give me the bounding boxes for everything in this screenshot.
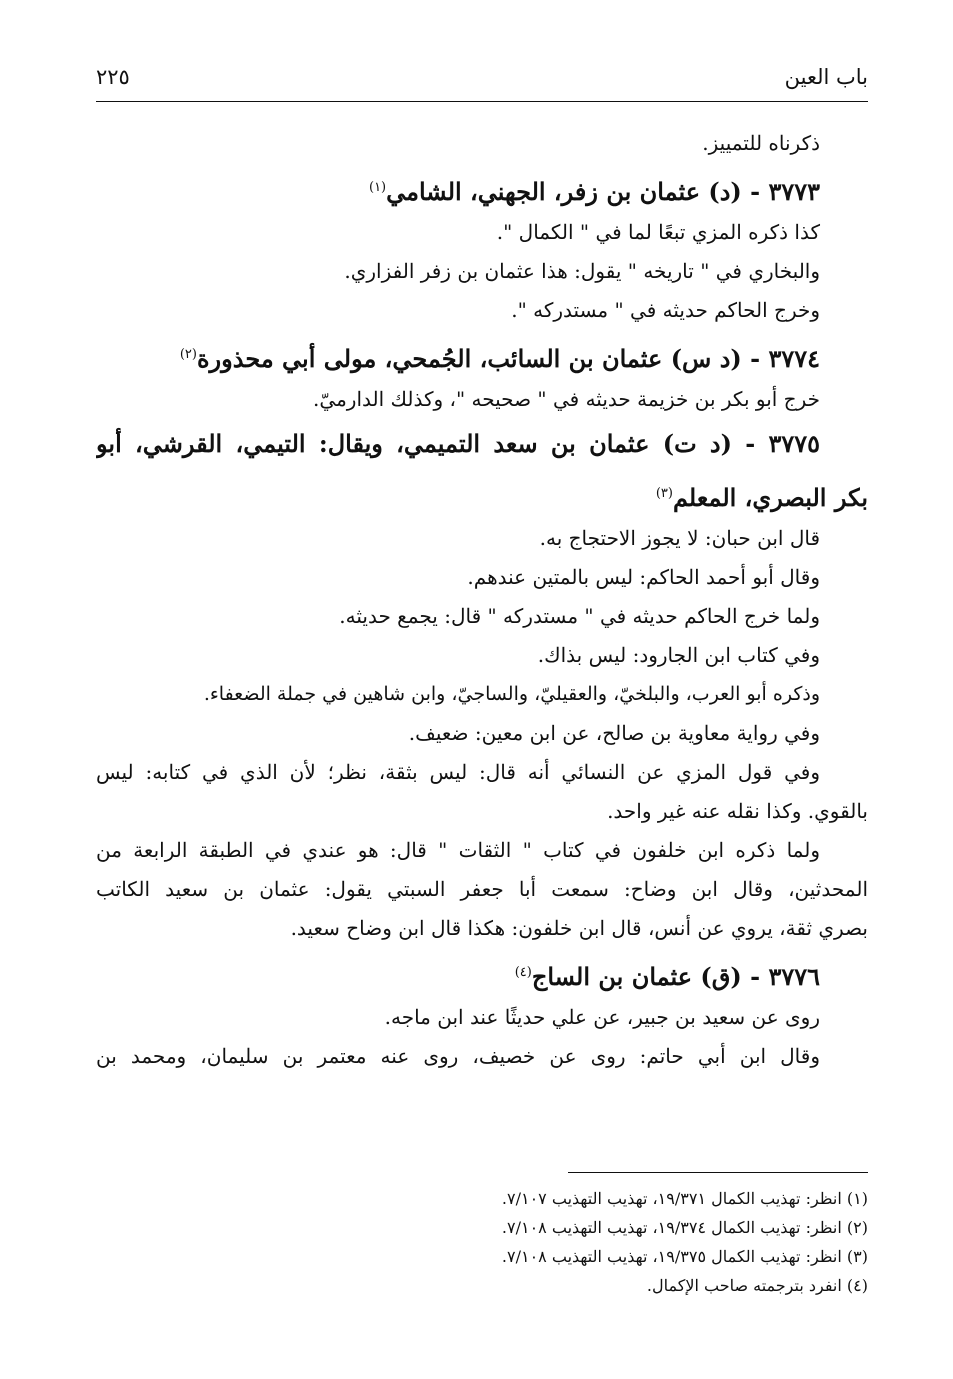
paragraph-line: ذكرناه للتمييز. [702,131,820,155]
footnote-marker: (١) [368,180,387,195]
entry-heading-3773 [96,163,868,213]
paragraph-line: بالقوي. وكذا نقله عنه غير واحد. [607,799,868,823]
running-header [96,58,868,96]
paragraph-line: ولما ذكره ابن خلفون في كتاب " الثقات " قال: هو عندي في الطبقة الرابعة من [96,838,820,862]
entry-heading-3774 [96,330,868,380]
entry-heading-3775-line1: ٣٧٧٥ - (د ت) عثمان بن سعد التميمي، ويقال: التيمي، القرشي، أبو [96,429,820,458]
paragraph-line: وفي قول المزي عن النسائي أنه قال: ليس بثقة، نظر؛ لأن الذي في كتابه: ليس [96,760,820,784]
paragraph-line: المحدثين، وقال ابن وضاح: سمعت أبا جعفر السبتي يقول: عثمان بن سعيد الكاتب [96,877,868,901]
chapter-title: باب العين [784,65,868,89]
header-divider [96,101,868,102]
footnote-3: (٣) انظر: تهذيب الكمال ١٩/٣٧٥، تهذيب التهذيب ٧/١٠٨. [501,1247,868,1266]
paragraph-line: وخرج الحاكم حديثه في " مستدركه ". [511,298,820,322]
paragraph-line: خرج أبو بكر بن خزيمة حديثه في " صحيحه "، وكذلك الدارميّ. [313,387,820,411]
footnote-marker: (٣) [655,486,673,501]
paragraph-line: والبخاري في " تاريخه " يقول: هذا عثمان بن زفر الفزاري. [344,259,820,283]
footnotes [96,1184,868,1300]
paragraph-line: بصري ثقة، يروي عن أنس، قال ابن خلفون: هكذا قال ابن وضاح سعيد. [290,916,868,940]
footnote-marker: (٤) [514,965,532,980]
paragraph-line: وفي كتاب ابن الجارود: ليس بذاك. [537,643,820,667]
page-number: ٢٢٥ [96,65,130,89]
paragraph-line: وقال أبو أحمد الحاكم: ليس بالمتين عندهم. [467,565,820,589]
paragraph-line: قال ابن حبان: لا يجوز الاحتجاج به. [539,526,820,550]
main-text [96,124,868,1076]
footnote-divider [568,1172,868,1173]
footnote-4: (٤) انفرد بترجمته صاحب الإكمال. [646,1276,868,1295]
entry-heading-3776 [96,948,868,998]
entry-heading-text: ٣٧٧٦ - (ق) عثمان بن الساج [531,962,820,991]
footnote-marker: (٢) [179,347,197,362]
entry-heading-3775-line2 [96,469,868,519]
footnote-2: (٢) انظر: تهذيب الكمال ١٩/٣٧٤، تهذيب التهذيب ٧/١٠٨. [501,1218,868,1237]
paragraph-line: وفي رواية معاوية بن صالح، عن ابن معين: ضعيف. [408,721,820,745]
paragraph-line: وقال ابن أبي حاتم: روى عن خصيف، روى عنه معتمر بن سليمان، ومحمد بن [96,1044,820,1068]
paragraph-line: كذا ذكره المزي تبعًا لما في " الكمال ". [496,220,820,244]
paragraph-line: وذكره أبو العرب، والبلخيّ، والعقيليّ، والساجيّ، وابن شاهين في جملة الضعفاء. [203,683,820,705]
entry-heading-text: بكر البصري، المعلم [672,483,868,512]
paragraph-line: ولما خرج الحاكم حديثه في " مستدركه " قال: يجمع حديثه. [339,604,820,628]
entry-heading-text: ٣٧٧٤ - (د س) عثمان بن السائب، الجُمحي، مولى أبي محذورة [196,344,820,373]
book-page [96,0,868,1379]
entry-heading-text: ٣٧٧٣ - (د) عثمان بن زفر، الجهني، الشامي [386,177,820,206]
paragraph-line: روى عن سعيد بن جبير، عن علي حديثًا عند ابن ماجه. [384,1005,820,1029]
footnote-1: (١) انظر: تهذيب الكمال ١٩/٣٧١، تهذيب التهذيب ٧/١٠٧. [501,1189,868,1208]
